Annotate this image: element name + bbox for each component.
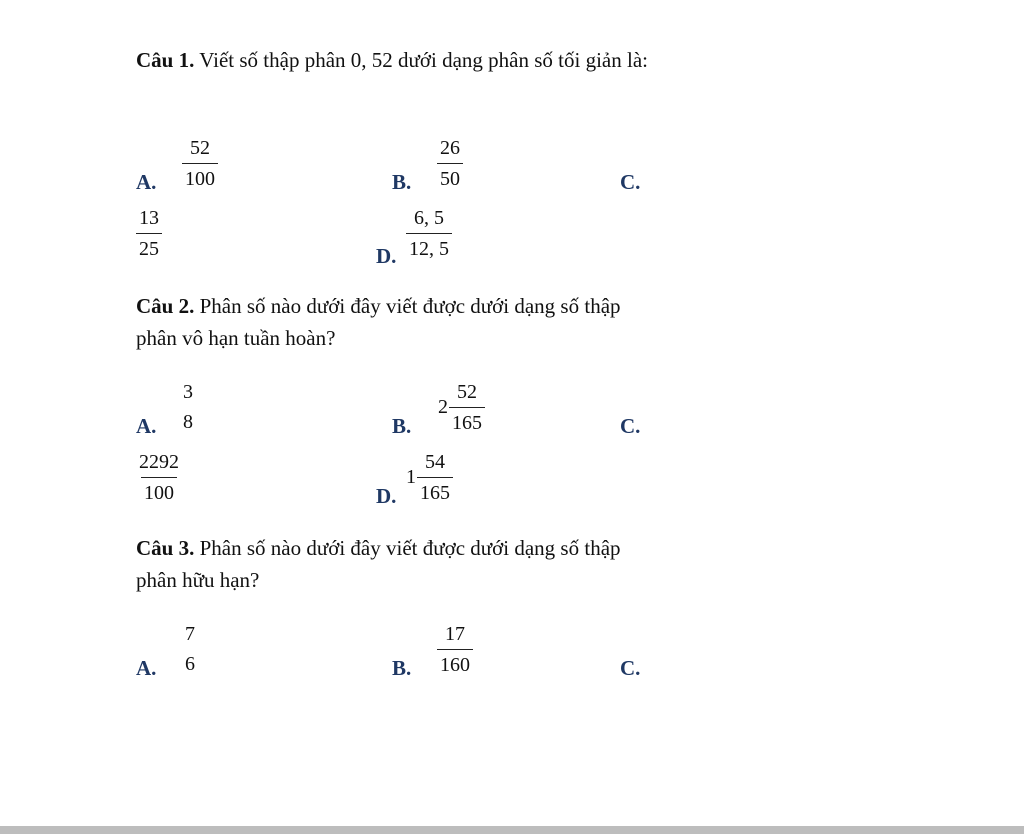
q3-option-b-fraction: [437, 622, 473, 677]
q1-option-b-label: B.: [392, 170, 412, 194]
q1-option-c-numerator: 13: [139, 207, 159, 229]
q1-option-a-denominator: 100: [182, 163, 218, 191]
q3-option-c-label: C.: [620, 656, 641, 680]
q2-option-c-denominator: 100: [141, 477, 177, 505]
q1-option-b-fraction: [437, 136, 463, 191]
q2-option-a-label: A.: [136, 414, 157, 438]
q3-option-a-denominator: 6: [185, 653, 195, 675]
q2-option-d-mixed-number: [406, 450, 453, 505]
q2-option-b-denominator: 165: [449, 407, 485, 435]
question-1: [136, 44, 656, 76]
q1-option-b-denominator: 50: [437, 163, 463, 191]
q1-option-a-label: A.: [136, 170, 157, 194]
q1-option-d-numerator: 6, 5: [414, 207, 444, 229]
question-1-label: Câu 1.: [136, 48, 195, 72]
q2-option-a-denominator: 8: [183, 411, 193, 433]
q2-option-a-numerator: 3: [183, 381, 193, 403]
q3-option-a-fraction: [182, 622, 198, 676]
q2-option-b-numerator: 52: [457, 381, 477, 403]
question-2-text: Phân số nào dưới đây viết được dưới dạng số thập phân vô hạn tuần hoàn?: [136, 294, 621, 350]
q2-option-d-numerator: 54: [425, 451, 445, 473]
q2-option-c-numerator: 2292: [139, 451, 179, 473]
question-3-label: Câu 3.: [136, 536, 195, 560]
q2-option-d-label: D.: [376, 484, 397, 508]
bottom-scroll-bar[interactable]: [0, 826, 1024, 834]
q3-option-a-label: A.: [136, 656, 157, 680]
q2-option-a-fraction: [180, 380, 196, 434]
q2-option-b-whole: 2: [438, 396, 448, 418]
q3-option-b-numerator: 17: [445, 623, 465, 645]
question-1-text: Viết số thập phân 0, 52 dưới dạng phân số tối giản là:: [194, 48, 648, 72]
q2-option-c-fraction: [136, 450, 182, 505]
q2-option-c-label: C.: [620, 414, 641, 438]
q2-option-d-denominator: 165: [417, 477, 453, 505]
q3-option-b-denominator: 160: [437, 649, 473, 677]
q3-option-a-numerator: 7: [185, 623, 195, 645]
q3-option-b-label: B.: [392, 656, 412, 680]
q1-option-b-numerator: 26: [440, 137, 460, 159]
q1-option-c-denominator: 25: [136, 233, 162, 261]
q1-option-a-fraction: [182, 136, 218, 191]
q1-option-a-numerator: 52: [190, 137, 210, 159]
question-2-label: Câu 2.: [136, 294, 195, 318]
q1-option-d-denominator: 12, 5: [406, 233, 452, 261]
q1-option-d-fraction: [406, 206, 452, 261]
q1-option-d-label: D.: [376, 244, 397, 268]
question-3-text: Phân số nào dưới đây viết được dưới dạng số thập phân hữu hạn?: [136, 536, 621, 592]
q1-option-c-label: C.: [620, 170, 641, 194]
q1-option-c-fraction: [136, 206, 162, 261]
q2-option-b-mixed-number: [438, 380, 485, 435]
question-3: [136, 532, 656, 596]
q2-option-b-label: B.: [392, 414, 412, 438]
q2-option-d-whole: 1: [406, 466, 416, 488]
question-2: [136, 290, 656, 354]
